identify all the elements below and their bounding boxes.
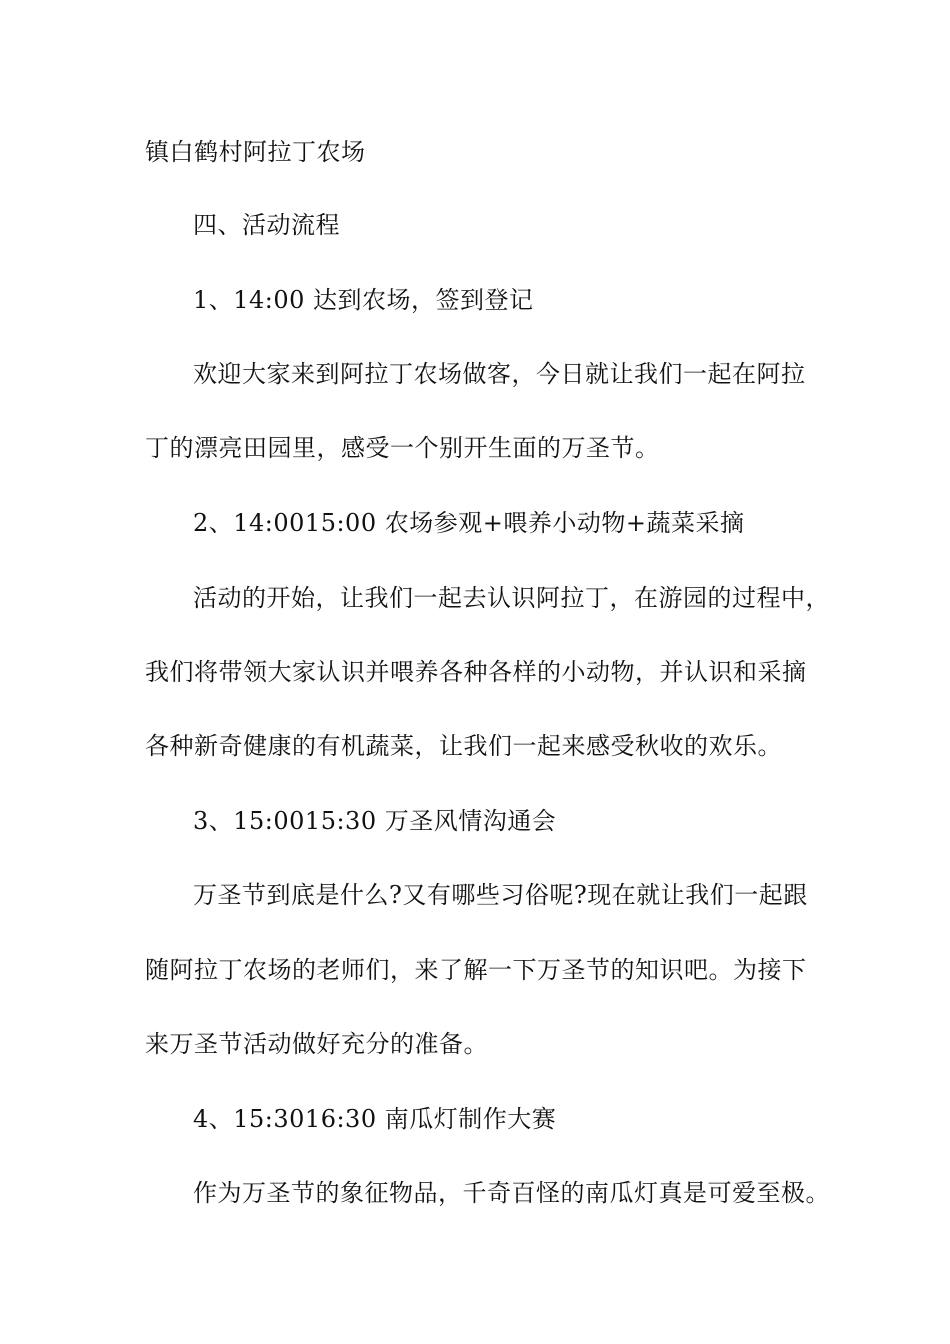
paragraph-line: 丁的漂亮田园里，感受一个别开生面的万圣节。 xyxy=(145,434,660,462)
paragraph-line: 我们将带领大家认识并喂养各种各样的小动物，并认识和采摘 xyxy=(145,658,807,686)
schedule-item-3: 3、15:0015:30 万圣风情沟通会 xyxy=(193,807,557,835)
schedule-item-2: 2、14:0015:00 农场参观+喂养小动物+蔬菜采摘 xyxy=(193,509,745,537)
paragraph-line: 活动的开始，让我们一起去认识阿拉丁，在游园的过程中， xyxy=(193,584,830,612)
paragraph-continuation-location: 镇白鹤村阿拉丁农场 xyxy=(145,138,366,166)
paragraph-line: 作为万圣节的象征物品，千奇百怪的南瓜灯真是可爱至极。 xyxy=(193,1179,830,1207)
schedule-item-4: 4、15:3016:30 南瓜灯制作大赛 xyxy=(193,1105,557,1133)
section-heading-activity-flow: 四、活动流程 xyxy=(193,211,340,239)
schedule-item-1: 1、14:00 达到农场，签到登记 xyxy=(193,286,534,314)
paragraph-line: 欢迎大家来到阿拉丁农场做客，今日就让我们一起在阿拉 xyxy=(193,360,806,388)
paragraph-line: 万圣节到底是什么?又有哪些习俗呢?现在就让我们一起跟 xyxy=(193,881,808,909)
paragraph-line: 随阿拉丁农场的老师们，来了解一下万圣节的知识吧。为接下 xyxy=(145,956,807,984)
paragraph-line: 来万圣节活动做好充分的准备。 xyxy=(145,1030,488,1058)
paragraph-line: 各种新奇健康的有机蔬菜，让我们一起来感受秋收的欢乐。 xyxy=(145,732,782,760)
